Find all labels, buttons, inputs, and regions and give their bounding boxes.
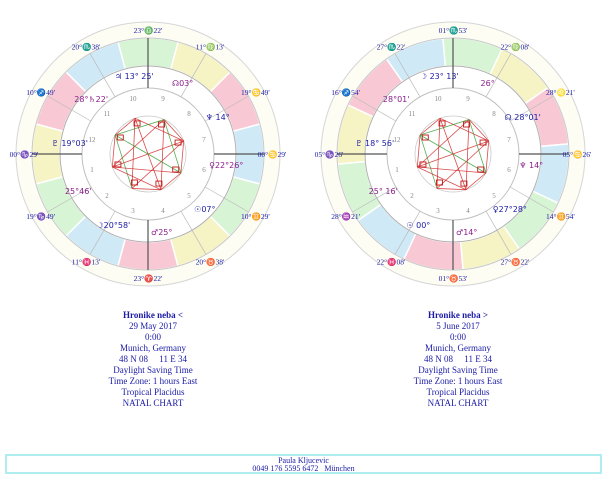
chart-coords: 48 N 08 11 E 34 (424, 354, 492, 364)
footer-name: Paula Kljucevic (278, 456, 329, 465)
house-number: 11 (103, 109, 111, 118)
house-number: 6 (202, 166, 206, 175)
planet-label: ♂14° (456, 227, 478, 237)
planet-label: 28°♄22' (74, 95, 109, 105)
planet-label: 25° 16' (368, 187, 398, 197)
planet-label: ☽20°58' (96, 221, 131, 231)
cusp-label: 22°♓08' (376, 257, 406, 267)
house-number: 2 (410, 192, 414, 201)
chart-type: NATAL CHART (427, 398, 489, 408)
planet-label: ☉ 00° (406, 221, 431, 231)
cusp-label: 20°♉38' (195, 257, 225, 267)
house-number: 7 (507, 135, 511, 144)
chart-date: 5 June 2017 (436, 321, 480, 331)
footer-contact-box (5, 454, 602, 474)
footer-contact: 0049 176 5595 6472 München (252, 464, 355, 473)
planet-label: ♃ 13° 25' (114, 72, 154, 82)
cusp-label: 05°♑26' (314, 150, 344, 159)
cusp-label: 23°♎22' (133, 26, 163, 35)
cusp-label: 28°♌21' (546, 88, 575, 97)
cusp-label: 14°♊54' (546, 212, 575, 221)
cusp-label: 27°♉22' (500, 257, 530, 267)
house-number: 10 (129, 94, 137, 103)
house-number: 4 (466, 207, 470, 216)
house-number: 3 (436, 207, 440, 216)
chart-dst: Daylight Saving Time (418, 365, 498, 375)
cusp-label: 23°♈22' (133, 274, 163, 283)
house-number: 8 (492, 109, 496, 118)
house-number: 12 (393, 135, 401, 144)
planet-label: 25°46' (64, 187, 92, 197)
chart-zone: Time Zone: 1 hours East (413, 376, 503, 386)
planet-label: ☽ 23° 13' (419, 72, 459, 82)
cusp-label: 19°♑49' (26, 212, 55, 221)
left-chart (8, 4, 296, 304)
chart-type: NATAL CHART (122, 398, 184, 408)
planet-label: ♇ 19°03' (51, 139, 88, 149)
chart-place: Munich, Germany (425, 343, 491, 353)
left-chart-info (28, 310, 278, 409)
cusp-label: 00°♑29' (9, 150, 39, 159)
house-number: 10 (434, 94, 442, 103)
cusp-label: 11°♓13' (71, 257, 101, 267)
planet-label: 28°01' (382, 95, 410, 105)
cusp-label: 19°♋49' (241, 88, 270, 97)
house-number: 9 (161, 94, 165, 103)
cusp-label: 00°♋29' (257, 150, 287, 159)
house-number: 11 (408, 109, 416, 118)
planet-label: ☉07° (194, 204, 216, 214)
cusp-label: 22°♍08' (500, 42, 530, 52)
house-number: 1 (395, 166, 399, 175)
right-chart-info (333, 310, 583, 409)
planet-label: ☊03° (171, 78, 194, 88)
house-number: 5 (187, 192, 191, 201)
chart-zone: Time Zone: 1 hours East (108, 376, 198, 386)
chart-system: Tropical Placidus (121, 387, 185, 397)
right-chart-wheel (313, 4, 601, 304)
house-number: 7 (202, 135, 206, 144)
planet-label: 26° (480, 78, 495, 88)
left-chart-wheel (8, 4, 296, 304)
house-number: 8 (187, 109, 191, 118)
house-number: 9 (466, 94, 470, 103)
cusp-label: 01°♏53' (438, 26, 468, 35)
cusp-label: 10°♐49' (26, 88, 55, 97)
right-chart (313, 4, 601, 304)
planet-label: ☊ 28°01' (504, 112, 541, 122)
planet-label: ♇ 18° 56' (355, 139, 395, 149)
cusp-label: 10°♊29' (241, 212, 270, 221)
house-number: 5 (492, 192, 496, 201)
planet-label: ♆ 14° (205, 112, 230, 122)
cusp-label: 20°♏38' (71, 42, 101, 52)
house-number: 12 (88, 135, 96, 144)
chart-coords: 48 N 08 11 E 34 (119, 354, 187, 364)
chart-time: 0:00 (449, 332, 466, 342)
cusp-label: 05°♋26' (562, 150, 592, 159)
house-number: 2 (105, 192, 109, 201)
chart-dst: Daylight Saving Time (113, 365, 193, 375)
house-number: 1 (90, 166, 94, 175)
cusp-label: 01°♉53' (438, 274, 468, 283)
house-number: 6 (507, 166, 511, 175)
cusp-label: 27°♏22' (376, 42, 406, 52)
house-number: 3 (131, 207, 135, 216)
planet-label: ♀27°28° (492, 204, 527, 214)
chart-time: 0:00 (144, 332, 161, 342)
chart-title: Hronike neba < (123, 310, 183, 320)
chart-date: 29 May 2017 (129, 321, 177, 331)
planet-label: ♀22°26° (209, 160, 244, 170)
planet-label: ♂25° (151, 227, 173, 237)
cusp-label: 16°♐54' (331, 88, 360, 97)
chart-title: Hronike neba > (428, 310, 488, 320)
planet-label: ♆ 14° (519, 160, 544, 170)
chart-place: Munich, Germany (120, 343, 186, 353)
house-number: 4 (161, 207, 165, 216)
chart-system: Tropical Placidus (426, 387, 490, 397)
cusp-label: 11°♍13' (195, 42, 225, 52)
cusp-label: 28°♒21' (331, 212, 360, 221)
